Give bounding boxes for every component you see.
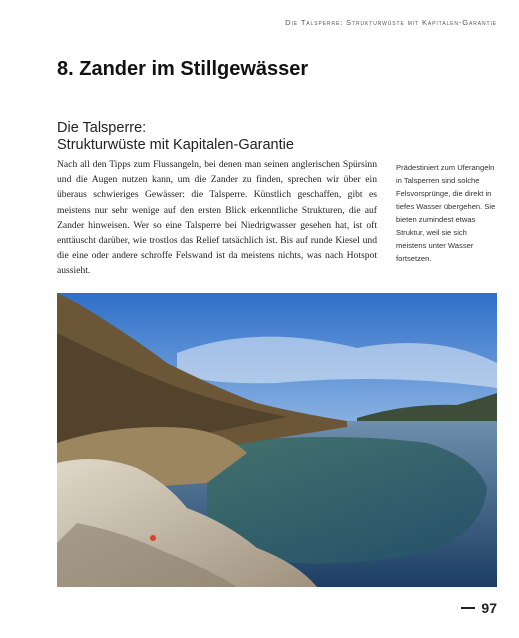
page-number-dash — [461, 607, 475, 609]
body-paragraph: Nach all den Tipps zum Flussangeln, bei denen man seinen anglerischen Spürsinn und die Augen nutzen kann, um die Zander zu finden, sprechen wir über ein überaus schwieriges Gewässer: die Talsperre. Künstlich geschaffen, gibt es meistens nur sehr wenige auf den ersten Blick erkenntliche Strukturen, die auf Zander hinweisen. Wer so eine Talsperre bei Niedrigwasser gesehen hat, ist oft enttäuscht darüber, wie trostlos das Relief tatsächlich ist. Bis auf runde Kiesel und die eine oder andere schroffe Felswand ist da meistens nichts, was nach Hotspot aussieht. — [57, 159, 377, 277]
sidebar-note: Prädestiniert zum Uferangeln in Talsperren sind solche Felsvorsprünge, die direkt in tiefes Wasser übergehen. Sie bieten zumindest etwas Struktur, weil sie sich meistens unter Wasser fortsetzen. — [396, 163, 496, 263]
section-heading-line-1: Die Talsperre: — [57, 120, 147, 136]
page-number: 97 — [481, 600, 497, 616]
page-footer — [461, 600, 497, 616]
section-heading — [57, 120, 294, 154]
running-header: Die Talsperre: Strukturwüste mit Kapitalen-Garantie — [285, 18, 497, 27]
section-heading-line-2: Strukturwüste mit Kapitalen-Garantie — [57, 137, 294, 153]
chapter-title: 8. Zander im Stillgewässer — [57, 58, 309, 80]
reservoir-photo — [57, 293, 497, 587]
buoy-marker — [150, 535, 156, 541]
reservoir-photo-illustration — [57, 293, 497, 587]
